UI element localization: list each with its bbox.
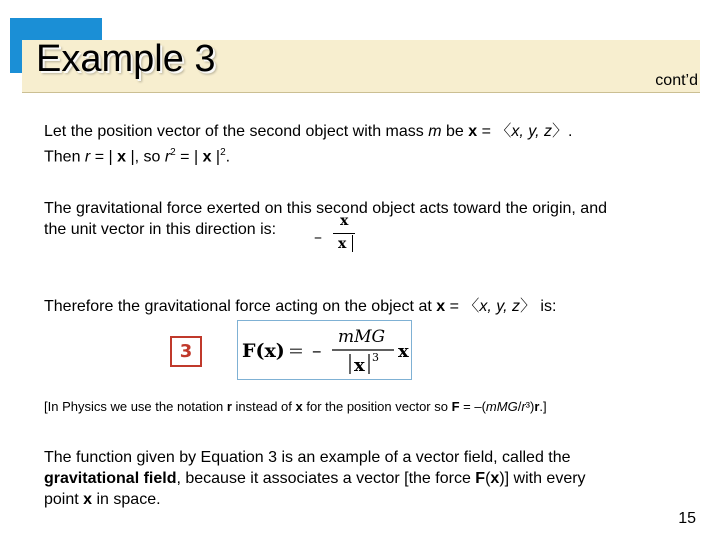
- norm-bar: [352, 235, 353, 252]
- paragraph-vector-field: [44, 447, 684, 510]
- paragraph-line: gravitational field, because it associates a vector [the force F(x)] with every: [44, 470, 586, 487]
- continued-label: cont’d: [655, 72, 698, 89]
- paragraph-line: Then r = | x |, so $r^2$ = | x $|^2$.: [44, 147, 231, 166]
- paragraph-unit-vector: [44, 198, 684, 240]
- gravitational-force-equation: [237, 320, 412, 380]
- term-gravitational-field: gravitational field: [44, 470, 177, 487]
- equation-rhs-x: x: [398, 341, 409, 362]
- paragraph-therefore: Therefore the gravitational force acting on the object at x = 〈x, y, z〉 is:: [44, 298, 557, 315]
- physics-note: [In Physics we use the notation r instead of x for the position vector so F = –(mMG/r³)r.]: [44, 399, 547, 414]
- equation-minus: –: [312, 340, 322, 362]
- equation-numerator: mMG: [338, 327, 386, 347]
- slide-title: Example 3: [36, 38, 216, 80]
- paragraph-line: the unit vector in this direction is:: [44, 221, 277, 238]
- paragraph-line: point x in space.: [44, 491, 161, 508]
- page-number: 15: [678, 510, 696, 527]
- equation-number: 3: [170, 336, 202, 367]
- equation-lhs: F(x): [242, 340, 285, 362]
- equation-denominator-x: x: [354, 355, 365, 376]
- equation-exponent: 3: [372, 351, 379, 364]
- minus-sign: –: [314, 227, 322, 246]
- paragraph-line: The function given by Equation 3 is an example of a vector field, called the: [44, 449, 571, 466]
- fraction-numerator: x: [340, 213, 349, 229]
- paragraph-line: Let the position vector of the second object with mass m be x = 〈x, y, z〉.: [44, 123, 573, 140]
- fraction-denominator: x: [338, 236, 347, 252]
- equation-svg: [238, 321, 411, 379]
- unit-vector-formula: [312, 213, 362, 258]
- paragraph-line: The gravitational force exerted on this second object acts toward the origin, and: [44, 200, 607, 217]
- paragraph-position-vector: [44, 121, 684, 167]
- fraction-bar: [333, 233, 355, 234]
- equation-equals: =: [288, 340, 304, 362]
